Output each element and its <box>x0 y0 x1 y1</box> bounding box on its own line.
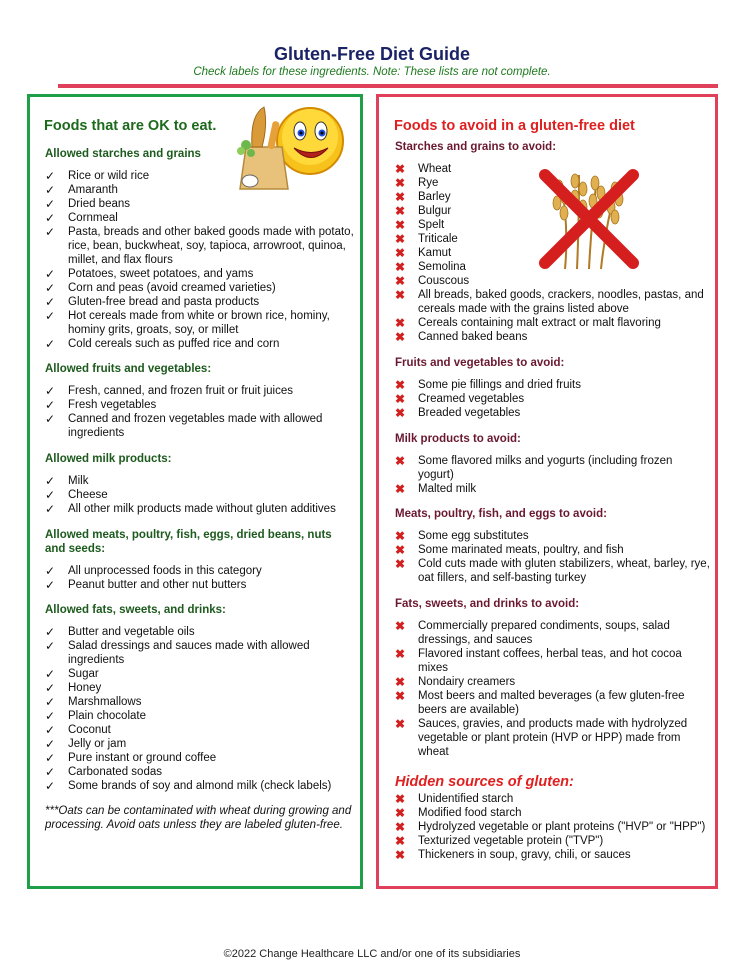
avoid-foods-panel <box>376 94 718 889</box>
ok-foods-panel <box>27 94 363 889</box>
avoid-list-milk <box>395 454 711 496</box>
check-icon: ✓ <box>45 578 56 592</box>
x-mark-icon: ✖ <box>395 543 406 557</box>
section-title: Allowed fruits and vegetables: <box>45 363 212 375</box>
check-icon: ✓ <box>45 197 56 211</box>
x-mark-icon: ✖ <box>395 647 406 661</box>
section-title: Meats, poultry, fish, and eggs to avoid: <box>395 508 607 520</box>
list-item: ✖ All breads, baked goods, crackers, noodles, pastas, and cereals made with the grains listed above <box>395 288 704 315</box>
check-icon: ✓ <box>45 709 56 723</box>
title-divider <box>58 84 718 88</box>
check-icon: ✓ <box>45 267 56 281</box>
check-icon: ✓ <box>45 502 56 516</box>
avoid-section-hidden-sources <box>395 774 711 862</box>
avoid-list-starches <box>395 162 711 344</box>
check-icon: ✓ <box>45 309 56 323</box>
list-item: ✖ Semolina <box>395 260 466 274</box>
list-item: ✓ All other milk products made without gluten additives <box>45 502 336 516</box>
list-item: ✖ Spelt <box>395 218 445 232</box>
list-item: ✖ Hydrolyzed vegetable or plant proteins ("HVP" or "HPP") <box>395 820 706 834</box>
avoid-list-hidden-sources <box>395 792 711 862</box>
x-mark-icon: ✖ <box>395 288 406 302</box>
list-item: ✖ Canned baked beans <box>395 330 528 344</box>
x-mark-icon: ✖ <box>395 406 406 420</box>
x-mark-icon: ✖ <box>395 717 406 731</box>
list-item: ✖ Bulgur <box>395 204 452 218</box>
section-title: Allowed fats, sweets, and drinks: <box>45 604 226 616</box>
avoid-section-meats <box>395 507 711 585</box>
check-icon: ✓ <box>45 225 56 239</box>
list-item: ✖ Some egg substitutes <box>395 529 529 543</box>
list-item: ✖ Most beers and malted beverages (a few gluten-free beers are available) <box>395 689 685 716</box>
x-mark-icon: ✖ <box>395 619 406 633</box>
avoid-section-fats-sweets-drinks <box>395 597 711 759</box>
list-item: ✓ Fresh, canned, and frozen fruit or fruit juices <box>45 384 293 398</box>
x-mark-icon: ✖ <box>395 848 406 862</box>
section-title: Allowed starches and grains <box>45 148 201 160</box>
x-mark-icon: ✖ <box>395 806 406 820</box>
x-mark-icon: ✖ <box>395 330 406 344</box>
x-mark-icon: ✖ <box>395 232 406 246</box>
check-icon: ✓ <box>45 488 56 502</box>
list-item: ✖ Thickeners in soup, gravy, chili, or sauces <box>395 848 631 862</box>
check-icon: ✓ <box>45 211 56 225</box>
avoid-list-fruits-vegetables <box>395 378 711 420</box>
list-item: ✓ Cold cereals such as puffed rice and corn <box>45 337 280 351</box>
x-mark-icon: ✖ <box>395 316 406 330</box>
list-item: ✖ Malted milk <box>395 482 477 496</box>
ok-section-milk <box>45 452 355 516</box>
section-title: Starches and grains to avoid: <box>395 141 557 153</box>
ok-list-fats-sweets-drinks <box>45 625 355 793</box>
check-icon: ✓ <box>45 765 56 779</box>
list-item: ✓ Corn and peas (avoid creamed varieties) <box>45 281 276 295</box>
x-mark-icon: ✖ <box>395 176 406 190</box>
x-mark-icon: ✖ <box>395 392 406 406</box>
check-icon: ✓ <box>45 667 56 681</box>
section-title: Allowed meats, poultry, fish, eggs, dried beans, nuts and seeds: <box>45 529 332 555</box>
section-title: Milk products to avoid: <box>395 433 521 445</box>
list-item: ✓ Coconut <box>45 723 111 737</box>
list-item: ✓ Cornmeal <box>45 211 118 225</box>
check-icon: ✓ <box>45 625 56 639</box>
section-title: Fruits and vegetables to avoid: <box>395 357 565 369</box>
copyright-footer: ©2022 Change Healthcare LLC and/or one of its subsidiaries <box>223 948 521 960</box>
list-item: ✖ Triticale <box>395 232 458 246</box>
x-mark-icon: ✖ <box>395 689 406 703</box>
list-item: ✓ Pure instant or ground coffee <box>45 751 217 765</box>
list-item: ✖ Breaded vegetables <box>395 406 521 420</box>
list-item: ✓ Sugar <box>45 667 99 681</box>
ok-section-fruits-vegetables <box>45 362 355 440</box>
list-item: ✓ Potatoes, sweet potatoes, and yams <box>45 267 254 281</box>
ok-list-fruits-vegetables <box>45 384 355 440</box>
list-item: ✓ Carbonated sodas <box>45 765 162 779</box>
ok-section-starches <box>45 147 355 351</box>
check-icon: ✓ <box>45 639 56 653</box>
check-icon: ✓ <box>45 398 56 412</box>
x-mark-icon: ✖ <box>395 834 406 848</box>
check-icon: ✓ <box>45 564 56 578</box>
ok-section-fats-sweets-drinks <box>45 603 355 793</box>
x-mark-icon: ✖ <box>395 792 406 806</box>
ok-section-meats <box>45 528 355 592</box>
list-item: ✓ Salad dressings and sauces made with allowed ingredients <box>45 639 310 666</box>
avoid-list-fats-sweets-drinks <box>395 619 711 759</box>
list-item: ✖ Couscous <box>395 274 470 288</box>
x-mark-icon: ✖ <box>395 454 406 468</box>
hidden-sources-title: Hidden sources of gluten: <box>395 774 574 790</box>
list-item: ✓ Cheese <box>45 488 108 502</box>
check-icon: ✓ <box>45 751 56 765</box>
list-item: ✓ Amaranth <box>45 183 118 197</box>
list-item: ✓ Peanut butter and other nut butters <box>45 578 247 592</box>
ok-list-milk <box>45 474 355 516</box>
section-title: Fats, sweets, and drinks to avoid: <box>395 598 580 610</box>
x-mark-icon: ✖ <box>395 218 406 232</box>
list-item: ✖ Barley <box>395 190 451 204</box>
x-mark-icon: ✖ <box>395 260 406 274</box>
list-item: ✓ Hot cereals made from white or brown rice, hominy, hominy grits, groats, soy, or millet <box>45 309 330 336</box>
avoid-section-starches <box>395 140 711 344</box>
list-item: ✓ Plain chocolate <box>45 709 146 723</box>
list-item: ✓ Marshmallows <box>45 695 142 709</box>
list-item: ✓ Jelly or jam <box>45 737 127 751</box>
list-item: ✖ Creamed vegetables <box>395 392 525 406</box>
x-mark-icon: ✖ <box>395 675 406 689</box>
check-icon: ✓ <box>45 183 56 197</box>
x-mark-icon: ✖ <box>395 190 406 204</box>
avoid-list-meats <box>395 529 711 585</box>
check-icon: ✓ <box>45 384 56 398</box>
check-icon: ✓ <box>45 169 56 183</box>
x-mark-icon: ✖ <box>395 162 406 176</box>
section-title: Allowed milk products: <box>45 453 172 465</box>
ok-list-meats <box>45 564 355 592</box>
oats-note: ***Oats can be contaminated with wheat during growing and processing. Avoid oats unless they are labeled gluten-free. <box>45 805 352 831</box>
check-icon: ✓ <box>45 474 56 488</box>
x-mark-icon: ✖ <box>395 246 406 260</box>
list-item: ✓ Milk <box>45 474 89 488</box>
avoid-section-fruits-vegetables <box>395 356 711 420</box>
check-icon: ✓ <box>45 412 56 426</box>
list-item: ✓ Canned and frozen vegetables made with allowed ingredients <box>45 412 323 439</box>
list-item: ✖ Unidentified starch <box>395 792 514 806</box>
check-icon: ✓ <box>45 779 56 793</box>
list-item: ✖ Sauces, gravies, and products made with hydrolyzed vegetable or plant protein (HVP or HPP) made from wheat <box>395 717 688 758</box>
list-item: ✓ Pasta, breads and other baked goods made with potato, rice, bean, buckwheat, soy, tapioca, arrowroot, quinoa, millet, and flax flours <box>45 225 354 266</box>
ok-foods-heading: Foods that are OK to eat. <box>44 118 217 134</box>
check-icon: ✓ <box>45 337 56 351</box>
x-mark-icon: ✖ <box>395 378 406 392</box>
list-item: ✓ Rice or wild rice <box>45 169 150 183</box>
list-item: ✖ Modified food starch <box>395 806 522 820</box>
list-item: ✓ Butter and vegetable oils <box>45 625 195 639</box>
x-mark-icon: ✖ <box>395 820 406 834</box>
x-mark-icon: ✖ <box>395 529 406 543</box>
x-mark-icon: ✖ <box>395 482 406 496</box>
list-item: ✓ Honey <box>45 681 102 695</box>
list-item: ✖ Commercially prepared condiments, soups, salad dressings, and sauces <box>395 619 670 646</box>
list-item: ✓ All unprocessed foods in this category <box>45 564 262 578</box>
list-item: ✖ Some marinated meats, poultry, and fish <box>395 543 624 557</box>
page-title: Gluten-Free Diet Guide <box>273 44 471 64</box>
list-item: ✖ Cold cuts made with gluten stabilizers, wheat, barley, rye, oat fillers, and self-basting turkey <box>395 557 710 584</box>
check-icon: ✓ <box>45 681 56 695</box>
check-icon: ✓ <box>45 723 56 737</box>
list-item: ✓ Dried beans <box>45 197 131 211</box>
check-icon: ✓ <box>45 295 56 309</box>
list-item: ✖ Rye <box>395 176 439 190</box>
list-item: ✖ Texturized vegetable protein ("TVP") <box>395 834 604 848</box>
list-item: ✖ Wheat <box>395 162 452 176</box>
list-item: ✓ Gluten-free bread and pasta products <box>45 295 260 309</box>
list-item: ✖ Flavored instant coffees, herbal teas, and hot cocoa mixes <box>395 647 682 674</box>
ok-list-starches <box>45 169 355 351</box>
check-icon: ✓ <box>45 737 56 751</box>
list-item: ✖ Some flavored milks and yogurts (including frozen yogurt) <box>395 454 673 481</box>
avoid-section-milk <box>395 432 711 496</box>
list-item: ✖ Kamut <box>395 246 452 260</box>
list-item: ✓ Some brands of soy and almond milk (check labels) <box>45 779 332 793</box>
list-item: ✖ Some pie fillings and dried fruits <box>395 378 581 392</box>
avoid-foods-heading: Foods to avoid in a gluten-free diet <box>394 118 635 134</box>
check-icon: ✓ <box>45 281 56 295</box>
list-item: ✖ Cereals containing malt extract or malt flavoring <box>395 316 661 330</box>
x-mark-icon: ✖ <box>395 204 406 218</box>
x-mark-icon: ✖ <box>395 557 406 571</box>
list-item: ✖ Nondairy creamers <box>395 675 516 689</box>
check-icon: ✓ <box>45 695 56 709</box>
list-item: ✓ Fresh vegetables <box>45 398 157 412</box>
page-subtitle: Check labels for these ingredients. Note: These lists are not complete. <box>193 66 551 78</box>
x-mark-icon: ✖ <box>395 274 406 288</box>
